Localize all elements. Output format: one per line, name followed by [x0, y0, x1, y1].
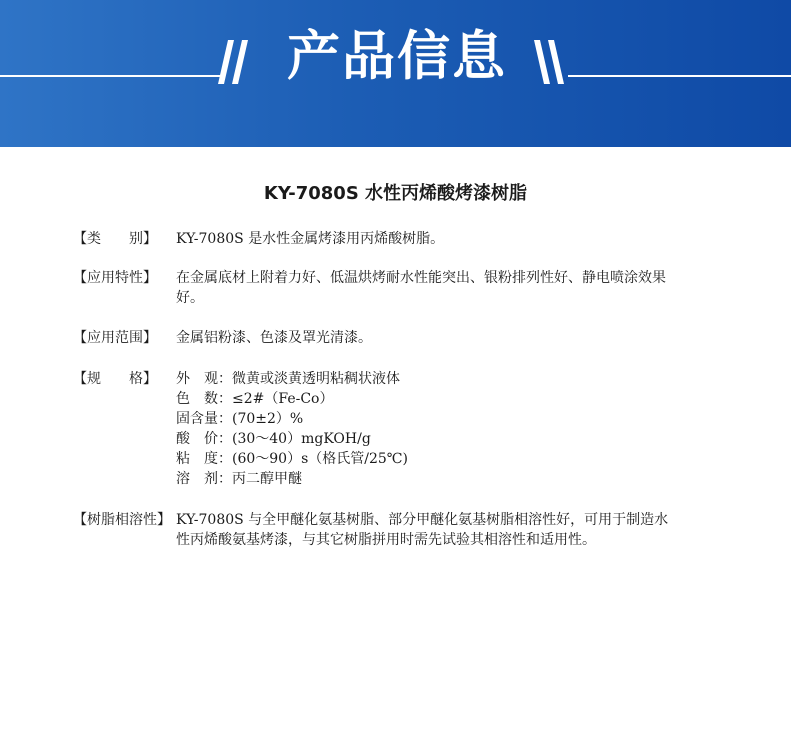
- spec-line: 性丙烯酸氨基烤漆，与其它树脂拼用时需先试验其相溶性和适用性。: [176, 532, 596, 548]
- spec-line-color: 色 数：≤2#（Fe-Co）: [176, 391, 334, 407]
- spec-compatibility: [73, 510, 733, 550]
- spec-line-solvent: 溶 剂：丙二醇甲醚: [176, 471, 302, 487]
- spec-value: [176, 369, 716, 489]
- spec-features: [73, 268, 733, 308]
- spec-line: 金属铝粉漆、色漆及罩光清漆。: [176, 330, 372, 346]
- banner-rule-left: [0, 75, 220, 77]
- spec-label: 【类 别】: [73, 231, 157, 247]
- spec-label: 【应用范围】: [73, 330, 157, 346]
- spec-value: [176, 328, 716, 348]
- spec-line: 好。: [176, 290, 204, 306]
- spec-line-appearance: 外 观：微黄或淡黄透明粘稠状液体: [176, 371, 400, 387]
- header-banner: [0, 0, 791, 147]
- slash-decoration-left: [218, 40, 252, 84]
- spec-line: KY-7080S 与全甲醚化氨基树脂、部分甲醚化氨基树脂相溶性好，可用于制造水: [176, 512, 669, 528]
- spec-line: 在金属底材上附着力好、低温烘烤耐水性能突出、银粉排列性好、静电喷涂效果: [176, 270, 666, 286]
- spec-line-solid-content: 固含量：(70±2）%: [176, 411, 304, 427]
- spec-value: [176, 229, 716, 249]
- spec-line: KY-7080S 是水性金属烤漆用丙烯酸树脂。: [176, 231, 445, 247]
- spec-category: [73, 229, 733, 249]
- spec-value: [176, 268, 716, 308]
- product-title: KY-7080S 水性丙烯酸烤漆树脂: [263, 183, 528, 204]
- spec-label: 【规 格】: [73, 371, 157, 387]
- spec-line-acid-value: 酸 价：(30～40）mgKOH/g: [176, 431, 371, 447]
- spec-value: [176, 510, 716, 550]
- spec-line-viscosity: 粘 度：(60～90）s（格氏管/25℃): [176, 451, 408, 467]
- spec-specifications: [73, 369, 733, 489]
- slash-decoration-right: [534, 40, 568, 84]
- spec-label: 【树脂相溶性】: [73, 512, 171, 528]
- banner-title: 产品信息: [287, 26, 507, 87]
- banner-rule-right: [568, 75, 791, 77]
- spec-range: [73, 328, 733, 348]
- spec-label: 【应用特性】: [73, 270, 157, 286]
